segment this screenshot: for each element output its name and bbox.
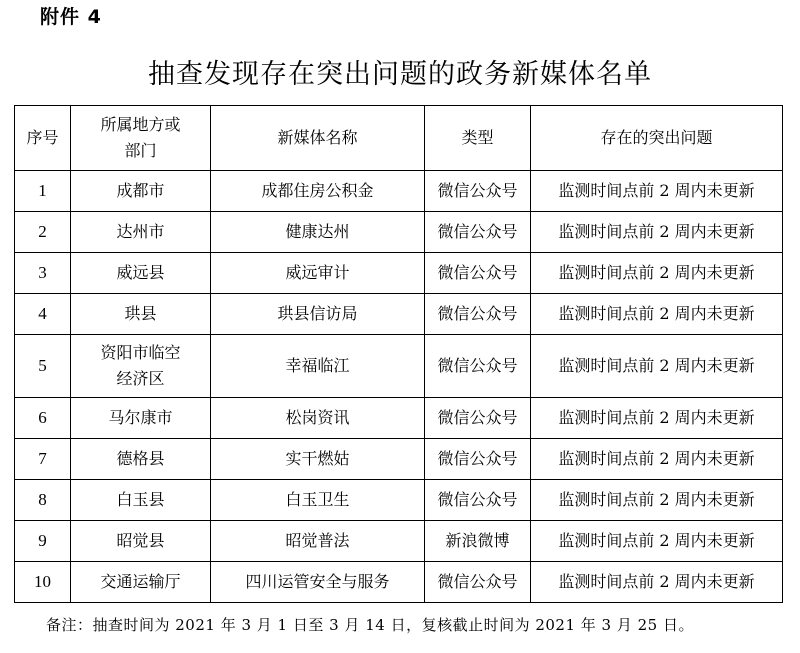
header-region-line1: 所属地方或 [100,115,181,134]
cell-region [71,335,211,398]
cell-issue: 监测时间点前 2 周内未更新 [531,212,783,253]
cell-type: 微信公众号 [425,480,531,521]
cell-issue: 监测时间点前 2 周内未更新 [531,562,783,603]
cell-issue: 监测时间点前 2 周内未更新 [531,171,783,212]
cell-type: 微信公众号 [425,335,531,398]
cell-region: 德格县 [71,439,211,480]
cell-issue: 监测时间点前 2 周内未更新 [531,335,783,398]
table-row [15,398,783,439]
cell-issue: 监测时间点前 2 周内未更新 [531,439,783,480]
cell-region-line1: 资阳市临空 [100,343,181,362]
header-region-line2: 部门 [124,141,157,160]
cell-issue: 监测时间点前 2 周内未更新 [531,253,783,294]
cell-index: 6 [15,398,71,439]
cell-region: 马尔康市 [71,398,211,439]
cell-type: 微信公众号 [425,439,531,480]
cell-name: 威远审计 [211,253,425,294]
table-row [15,439,783,480]
table-row [15,294,783,335]
cell-name: 昭觉普法 [211,521,425,562]
footnote: 备注：抽查时间为 2021 年 3 月 1 日至 3 月 14 日，复核截止时间为 2021 年 3 月 25 日。 [46,616,694,634]
header-region [71,106,211,171]
cell-name: 四川运管安全与服务 [211,562,425,603]
cell-region: 达州市 [71,212,211,253]
cell-region: 昭觉县 [71,521,211,562]
cell-type: 微信公众号 [425,562,531,603]
header-type: 类型 [425,106,531,171]
cell-index: 3 [15,253,71,294]
cell-type: 微信公众号 [425,253,531,294]
cell-issue: 监测时间点前 2 周内未更新 [531,480,783,521]
cell-name: 成都住房公积金 [211,171,425,212]
cell-index: 2 [15,212,71,253]
cell-index: 4 [15,294,71,335]
cell-region: 白玉县 [71,480,211,521]
table-row [15,253,783,294]
cell-index: 10 [15,562,71,603]
cell-name: 健康达州 [211,212,425,253]
cell-index: 9 [15,521,71,562]
table-row [15,521,783,562]
cell-type: 微信公众号 [425,398,531,439]
cell-type: 微信公众号 [425,294,531,335]
cell-name: 珙县信访局 [211,294,425,335]
table-row [15,212,783,253]
media-list-table [14,105,783,603]
header-name: 新媒体名称 [211,106,425,171]
cell-type: 新浪微博 [425,521,531,562]
cell-issue: 监测时间点前 2 周内未更新 [531,521,783,562]
cell-issue: 监测时间点前 2 周内未更新 [531,294,783,335]
cell-region: 威远县 [71,253,211,294]
cell-name: 幸福临江 [211,335,425,398]
table-header-row [15,106,783,171]
table-row [15,335,783,398]
table-row [15,480,783,521]
cell-index: 1 [15,171,71,212]
cell-region-line2: 经济区 [116,369,165,388]
page-title: 抽查发现存在突出问题的政务新媒体名单 [148,59,652,90]
cell-issue: 监测时间点前 2 周内未更新 [531,398,783,439]
cell-index: 7 [15,439,71,480]
cell-type: 微信公众号 [425,171,531,212]
cell-type: 微信公众号 [425,212,531,253]
table-row [15,562,783,603]
table-row [15,171,783,212]
cell-index: 5 [15,335,71,398]
cell-name: 白玉卫生 [211,480,425,521]
cell-index: 8 [15,480,71,521]
cell-region: 成都市 [71,171,211,212]
cell-name: 松岗资讯 [211,398,425,439]
header-issue: 存在的突出问题 [531,106,783,171]
header-index: 序号 [15,106,71,171]
attachment-label: 附件 4 [40,6,102,28]
cell-region: 交通运输厅 [71,562,211,603]
cell-region: 珙县 [71,294,211,335]
cell-name: 实干燃姑 [211,439,425,480]
